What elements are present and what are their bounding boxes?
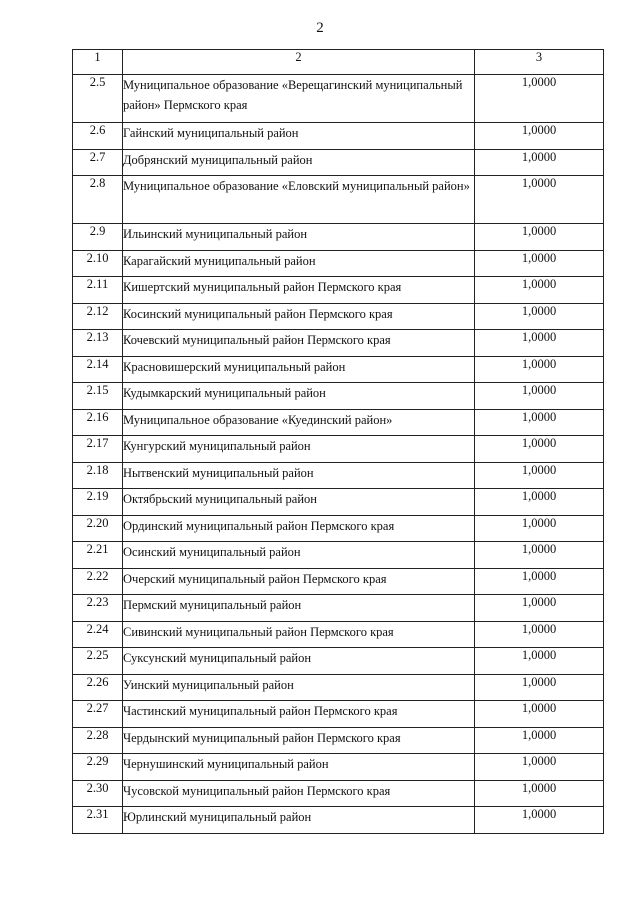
- row-number: 2.5: [73, 75, 123, 123]
- coefficient-value: 1,0000: [475, 356, 604, 383]
- row-number: 2.15: [73, 383, 123, 410]
- coefficient-value: 1,0000: [475, 542, 604, 569]
- coefficient-value: 1,0000: [475, 674, 604, 701]
- row-number: 2.21: [73, 542, 123, 569]
- row-number: 2.8: [73, 176, 123, 224]
- municipality-name: Чернушинский муниципальный район: [123, 754, 475, 781]
- municipality-name: Нытвенский муниципальный район: [123, 462, 475, 489]
- column-header-2: 2: [123, 50, 475, 75]
- row-number: 2.14: [73, 356, 123, 383]
- row-number: 2.30: [73, 780, 123, 807]
- table-row: [73, 701, 604, 728]
- table-row: [73, 123, 604, 150]
- table-row: [73, 462, 604, 489]
- coefficient-value: 1,0000: [475, 701, 604, 728]
- municipality-name: Муниципальное образование «Куединский район»: [123, 409, 475, 436]
- coefficient-value: 1,0000: [475, 149, 604, 176]
- coefficient-value: 1,0000: [475, 727, 604, 754]
- municipality-name: Суксунский муниципальный район: [123, 648, 475, 675]
- municipality-name: Кочевский муниципальный район Пермского края: [123, 330, 475, 357]
- municipality-name: Уинский муниципальный район: [123, 674, 475, 701]
- table-row: [73, 75, 604, 123]
- row-number: 2.25: [73, 648, 123, 675]
- coefficient-value: 1,0000: [475, 648, 604, 675]
- coefficient-value: 1,0000: [475, 123, 604, 150]
- row-number: 2.17: [73, 436, 123, 463]
- coefficient-value: 1,0000: [475, 436, 604, 463]
- municipality-name: Юрлинский муниципальный район: [123, 807, 475, 834]
- municipality-name: Очерский муниципальный район Пермского края: [123, 568, 475, 595]
- municipality-name: Кудымкарский муниципальный район: [123, 383, 475, 410]
- municipality-name: Красновишерский муниципальный район: [123, 356, 475, 383]
- table-row: [73, 727, 604, 754]
- row-number: 2.31: [73, 807, 123, 834]
- table-row: [73, 648, 604, 675]
- municipality-name: Косинский муниципальный район Пермского края: [123, 303, 475, 330]
- table-header: [73, 50, 604, 75]
- table-row: [73, 356, 604, 383]
- coefficient-value: 1,0000: [475, 462, 604, 489]
- row-number: 2.26: [73, 674, 123, 701]
- coefficient-value: 1,0000: [475, 224, 604, 251]
- coefficient-value: 1,0000: [475, 489, 604, 516]
- municipality-name: Добрянский муниципальный район: [123, 149, 475, 176]
- row-number: 2.28: [73, 727, 123, 754]
- coefficient-value: 1,0000: [475, 754, 604, 781]
- table-row: [73, 515, 604, 542]
- municipality-name: Гайнский муниципальный район: [123, 123, 475, 150]
- coefficient-value: 1,0000: [475, 75, 604, 123]
- column-header-1: 1: [73, 50, 123, 75]
- coefficient-value: 1,0000: [475, 303, 604, 330]
- coefficient-value: 1,0000: [475, 383, 604, 410]
- row-number: 2.18: [73, 462, 123, 489]
- row-number: 2.9: [73, 224, 123, 251]
- row-number: 2.29: [73, 754, 123, 781]
- row-number: 2.10: [73, 250, 123, 277]
- municipality-name: Чусовской муниципальный район Пермского края: [123, 780, 475, 807]
- coefficient-value: 1,0000: [475, 595, 604, 622]
- municipality-name: Сивинский муниципальный район Пермского края: [123, 621, 475, 648]
- table-row: [73, 176, 604, 224]
- coefficient-value: 1,0000: [475, 807, 604, 834]
- table-row: [73, 568, 604, 595]
- municipality-name: Муниципальное образование «Верещагинский муниципальный район» Пермского края: [123, 75, 475, 123]
- municipality-name: Кишертский муниципальный район Пермского края: [123, 277, 475, 304]
- table-row: [73, 542, 604, 569]
- table-row: [73, 674, 604, 701]
- municipality-name: Муниципальное образование «Еловский муниципальный район»: [123, 176, 475, 224]
- municipality-name: Осинский муниципальный район: [123, 542, 475, 569]
- row-number: 2.27: [73, 701, 123, 728]
- table-row: [73, 409, 604, 436]
- row-number: 2.7: [73, 149, 123, 176]
- municipality-name: Ильинский муниципальный район: [123, 224, 475, 251]
- table-row: [73, 224, 604, 251]
- coefficient-value: 1,0000: [475, 277, 604, 304]
- row-number: 2.20: [73, 515, 123, 542]
- table-row: [73, 330, 604, 357]
- coefficient-value: 1,0000: [475, 515, 604, 542]
- municipality-name: Кунгурский муниципальный район: [123, 436, 475, 463]
- row-number: 2.13: [73, 330, 123, 357]
- table-row: [73, 489, 604, 516]
- table-row: [73, 754, 604, 781]
- municipality-name: Частинский муниципальный район Пермского края: [123, 701, 475, 728]
- coefficient-value: 1,0000: [475, 330, 604, 357]
- table-row: [73, 277, 604, 304]
- municipality-name: Чердынский муниципальный район Пермского края: [123, 727, 475, 754]
- page-number: 2: [316, 20, 324, 36]
- column-header-3: 3: [475, 50, 604, 75]
- table-row: [73, 780, 604, 807]
- table-row: [73, 383, 604, 410]
- table-row: [73, 436, 604, 463]
- municipality-name: Октябрьский муниципальный район: [123, 489, 475, 516]
- row-number: 2.24: [73, 621, 123, 648]
- row-number: 2.6: [73, 123, 123, 150]
- row-number: 2.11: [73, 277, 123, 304]
- coefficients-table: [72, 49, 604, 834]
- row-number: 2.12: [73, 303, 123, 330]
- coefficient-value: 1,0000: [475, 568, 604, 595]
- table-row: [73, 621, 604, 648]
- coefficient-value: 1,0000: [475, 250, 604, 277]
- municipality-name: Карагайский муниципальный район: [123, 250, 475, 277]
- coefficient-value: 1,0000: [475, 621, 604, 648]
- coefficient-value: 1,0000: [475, 409, 604, 436]
- table-row: [73, 595, 604, 622]
- row-number: 2.16: [73, 409, 123, 436]
- row-number: 2.22: [73, 568, 123, 595]
- table-body: [73, 75, 604, 834]
- row-number: 2.19: [73, 489, 123, 516]
- table-row: [73, 807, 604, 834]
- municipality-name: Пермский муниципальный район: [123, 595, 475, 622]
- coefficient-value: 1,0000: [475, 780, 604, 807]
- table-row: [73, 250, 604, 277]
- municipality-name: Ординский муниципальный район Пермского края: [123, 515, 475, 542]
- table-row: [73, 303, 604, 330]
- coefficient-value: 1,0000: [475, 176, 604, 224]
- table-row: [73, 149, 604, 176]
- row-number: 2.23: [73, 595, 123, 622]
